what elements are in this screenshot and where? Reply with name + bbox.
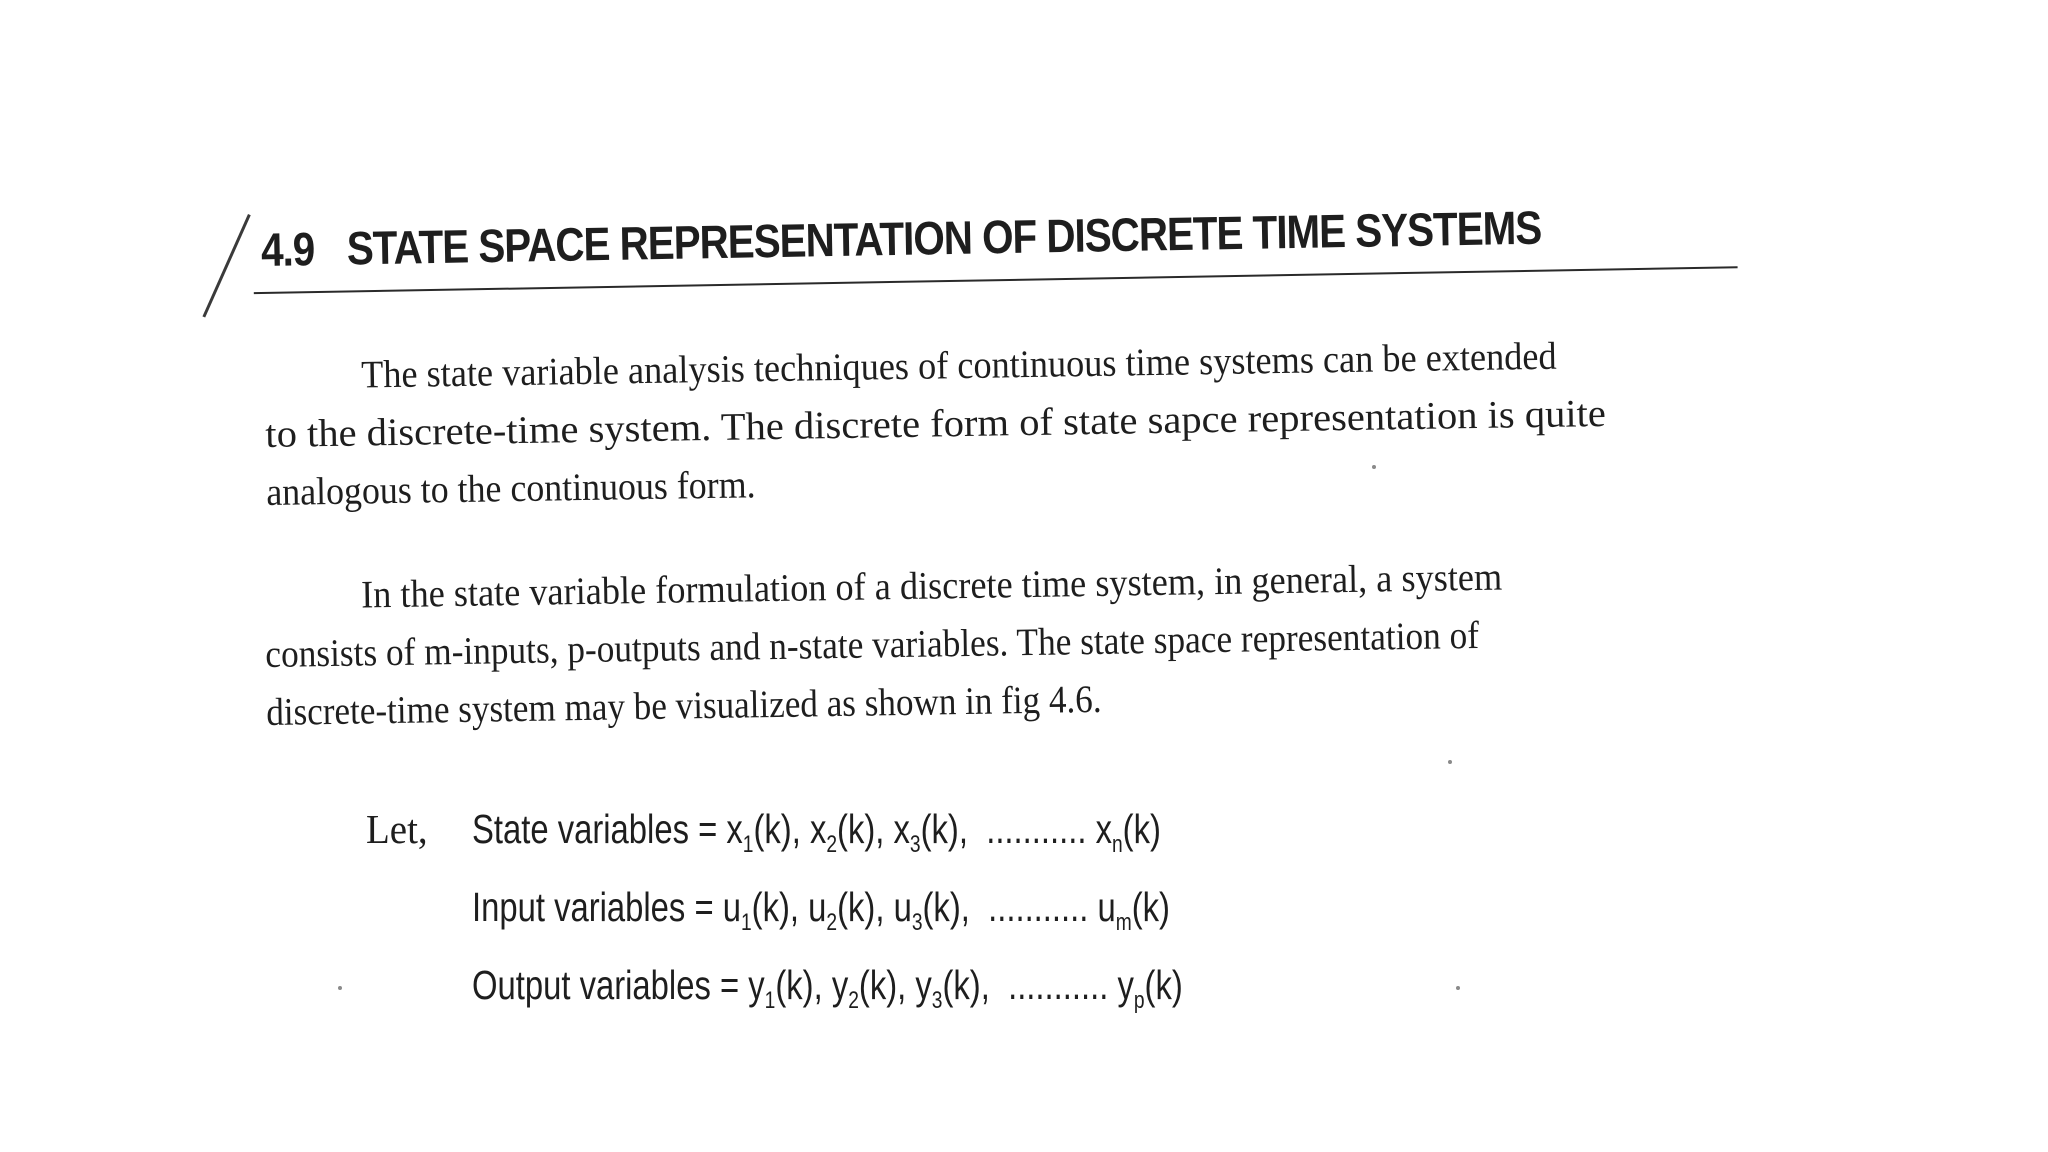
let-label: Let, <box>366 806 428 852</box>
paragraph-2 <box>264 545 1727 742</box>
definition-expression: Output variables = $y_1(k)$, $y_2(k)$, $y_3(k)$, ........... $y_p(k)$ <box>472 962 1183 1014</box>
argument: (k) <box>775 962 814 1008</box>
variable-symbol: u <box>893 884 912 930</box>
subscript: 1 <box>740 909 752 936</box>
argument: (k) <box>920 806 959 852</box>
definition-label: Input variables <box>472 884 686 930</box>
argument: (k) <box>1122 806 1161 852</box>
paragraph-line: analogous to the continuous form. <box>265 463 756 514</box>
paragraph-1 <box>264 325 1727 522</box>
subscript: 3 <box>931 987 943 1014</box>
variable-symbol: u <box>1097 884 1116 930</box>
pen-stroke-mark <box>202 214 250 318</box>
paragraph-line: to the discrete-time system. The discrete form of state sapce representation is quite <box>265 391 1607 456</box>
argument: (k) <box>1144 962 1183 1008</box>
paragraph-line: consists of m-inputs, p-outputs and n-state variables. The state space representation of <box>265 613 1480 676</box>
subscript: 2 <box>848 987 859 1014</box>
definition-expression: Input variables = $u_1(k)$, $u_2(k)$, $u_3(k)$, ........... $u_m(k)$ <box>472 884 1170 936</box>
scan-speck <box>1456 986 1460 990</box>
section-number: 4.9 <box>260 222 315 277</box>
definition-expression: State variables = $x_1(k)$, $x_2(k)$, $x_3(k)$, ........... $x_n(k)$ <box>472 806 1161 858</box>
definition-label: State variables <box>472 806 689 852</box>
ellipsis-dots: ........... <box>1008 962 1109 1008</box>
section-title: STATE SPACE REPRESENTATION OF DISCRETE TIME SYSTEMS <box>346 200 1542 275</box>
paragraph-line: In the state variable formulation of a discrete time system, in general, a system <box>360 555 1503 617</box>
subscript: 1 <box>742 831 754 858</box>
argument: (k) <box>922 884 961 930</box>
variable-symbol: x <box>893 806 910 852</box>
subscript: 3 <box>909 831 921 858</box>
variable-symbol: y <box>831 962 849 1008</box>
subscript: m <box>1115 909 1132 936</box>
scan-speck <box>1372 465 1376 469</box>
paragraph-line: discrete-time system may be visualized as shown in fig 4.6. <box>265 677 1102 734</box>
section-heading <box>260 186 1735 304</box>
subscript: n <box>1111 831 1123 858</box>
variable-symbol: y <box>1117 962 1134 1008</box>
argument: (k) <box>751 884 790 930</box>
ellipsis-dots: ........... <box>986 806 1087 852</box>
subscript: 2 <box>826 831 838 858</box>
variable-symbol: x <box>1095 806 1112 852</box>
ellipsis-dots: ........... <box>988 884 1089 930</box>
subscript: 1 <box>764 987 776 1014</box>
definition-label: Output variables <box>472 962 711 1008</box>
variable-symbol: x <box>809 806 827 852</box>
argument: (k) <box>837 884 876 930</box>
argument: (k) <box>942 962 981 1008</box>
variable-symbol: u <box>808 884 827 930</box>
argument: (k) <box>858 962 898 1008</box>
subscript: 3 <box>911 909 923 936</box>
paragraph-line: The state variable analysis techniques of continuous time systems can be extended <box>360 334 1557 397</box>
subscript: 2 <box>826 909 838 936</box>
subscript: p <box>1133 987 1145 1014</box>
section-heading-text <box>261 200 1542 277</box>
variable-symbol: x <box>726 806 743 852</box>
variable-symbol: u <box>722 884 741 930</box>
argument: (k) <box>753 806 792 852</box>
variable-symbol: y <box>915 962 932 1008</box>
variable-symbol: y <box>748 962 765 1008</box>
scan-speck <box>1448 760 1452 764</box>
argument: (k) <box>1131 884 1170 930</box>
scan-speck <box>338 986 342 990</box>
argument: (k) <box>837 806 876 852</box>
